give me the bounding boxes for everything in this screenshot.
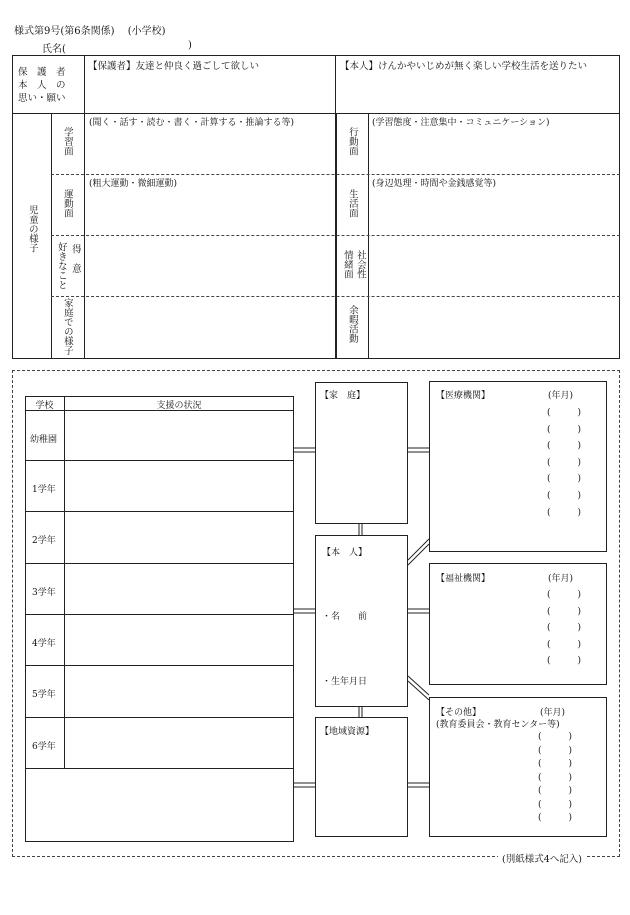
date-entry[interactable]: ( ) <box>538 813 573 823</box>
date-entry[interactable]: ( ) <box>547 590 582 600</box>
name-label: 氏名( <box>42 44 66 55</box>
self-birth-item: ・生年月日 <box>322 677 368 687</box>
self-wish[interactable]: 【本人】けんかやいじめが無く楽しい学校生活を送りたい <box>340 61 588 72</box>
daily-life-note[interactable]: (身辺処理・時間や金銭感覚等) <box>372 179 497 189</box>
wishes-label-line: 本 人 の <box>18 80 66 91</box>
date-entry[interactable]: ( ) <box>538 786 573 796</box>
home-label: 家庭での様子 <box>61 298 73 355</box>
self-name-item: ・名 前 <box>322 612 368 622</box>
row-grade-4: 4学年 <box>32 639 56 649</box>
welfare-title: 【福祉機関】 <box>436 574 491 584</box>
form-number-text: 様式第9号(第6条関係) <box>14 26 115 37</box>
footer-note: (別紙様式4へ記入) <box>498 851 586 865</box>
date-entry[interactable]: ( ) <box>547 457 582 468</box>
welfare-year-label: (年月) <box>548 574 574 584</box>
motor-note[interactable]: (粗大運動・微細運動) <box>89 179 178 189</box>
row-grade-3: 3学年 <box>32 588 56 598</box>
wishes-label-line: 思い・願い <box>18 93 66 104</box>
learning-note[interactable]: (聞く・話す・読む・書く・計算する・推論する等) <box>89 118 295 128</box>
strengths-label: 得意 <box>69 244 81 283</box>
row-grade-1: 1学年 <box>32 485 56 495</box>
other-subtitle: (教育委員会・教育センター等) <box>436 720 560 730</box>
date-entry[interactable]: ( ) <box>538 745 573 756</box>
row-kindergarten: 幼稚園 <box>30 435 58 445</box>
likes-label: 好きなこと <box>55 242 67 290</box>
date-entry[interactable]: ( ) <box>538 759 573 769</box>
behavior-label: 行動面 <box>346 127 358 156</box>
date-entry[interactable]: ( ) <box>547 606 582 617</box>
medical-year-label: (年月) <box>548 391 574 401</box>
col-school: 学校 <box>35 401 54 411</box>
child-side-label: 児童の様子 <box>26 205 38 253</box>
medical-title: 【医療機関】 <box>436 391 491 401</box>
name-close-paren: ) <box>188 40 192 51</box>
row-grade-6: 6学年 <box>32 742 56 752</box>
motor-label: 運動面 <box>61 189 73 218</box>
learning-label: 学習面 <box>61 127 73 156</box>
other-title: 【その他】 <box>436 708 482 718</box>
date-entry[interactable]: ( ) <box>538 799 573 810</box>
col-status: 支援の状況 <box>156 401 202 411</box>
family-title: 【家 庭】 <box>320 391 366 401</box>
date-entry[interactable]: ( ) <box>547 408 582 418</box>
date-entry[interactable]: ( ) <box>547 639 582 650</box>
date-entry[interactable]: ( ) <box>547 474 582 485</box>
row-grade-5: 5学年 <box>32 690 56 700</box>
community-title: 【地域資源】 <box>320 727 375 737</box>
date-entry[interactable]: ( ) <box>547 441 582 452</box>
date-entry[interactable]: ( ) <box>547 623 582 634</box>
daily-life-label: 生活面 <box>346 189 358 218</box>
wishes-label-line: 保 護 者 <box>18 67 66 78</box>
social-label: 社会性 <box>354 250 366 279</box>
behavior-note[interactable]: (学習態度・注意集中・コミュニケーション) <box>372 118 550 128</box>
date-entry[interactable]: ( ) <box>547 507 582 518</box>
other-year-label: (年月) <box>540 708 566 718</box>
school-type: (小学校) <box>127 26 166 37</box>
date-entry[interactable]: ( ) <box>538 732 573 742</box>
date-entry[interactable]: ( ) <box>547 424 582 435</box>
leisure-label: 余暇活動 <box>346 305 358 343</box>
row-grade-2: 2学年 <box>32 536 56 546</box>
self-title: 【本 人】 <box>322 548 368 558</box>
date-entry[interactable]: ( ) <box>547 656 582 667</box>
guardian-wish[interactable]: 【保護者】友達と仲良く過ごして欲しい <box>88 61 260 72</box>
emotion-label: 情緒面 <box>341 250 353 279</box>
date-entry[interactable]: ( ) <box>547 490 582 501</box>
date-entry[interactable]: ( ) <box>538 772 573 783</box>
